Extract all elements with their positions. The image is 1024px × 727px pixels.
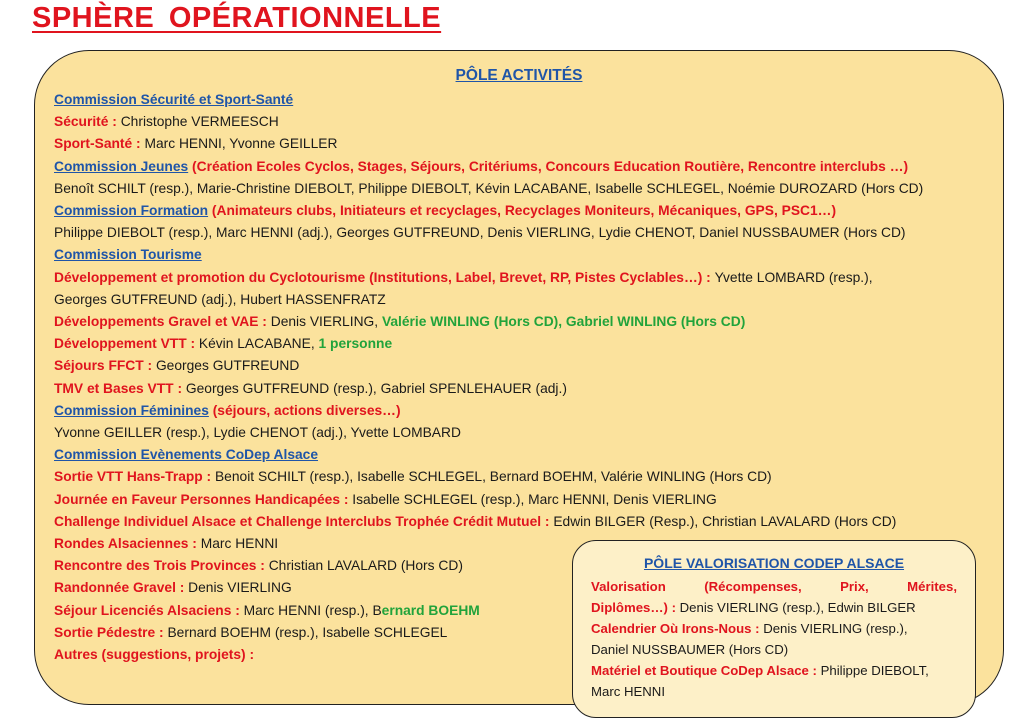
commission-heading: Commission Jeunes [54,158,189,174]
pole-activites-title: PÔLE ACTIVITÉS [455,67,583,84]
text-line [591,597,957,618]
text-line [54,200,994,222]
member-names: Bernard BOEHM (resp.), Isabelle SCHLEGEL [167,624,448,640]
commission-heading: Commission Formation [54,203,209,219]
activity-label: Rondes Alsaciennes : [54,536,201,552]
commission-heading: Commission Sécurité et Sport-Santé [54,92,294,107]
member-names: Daniel NUSSBAUMER (Hors CD) [591,642,789,657]
text-line [54,178,994,200]
activity-label: Calendrier Où Irons-Nous : [591,621,764,636]
member-names: Marc HENNI [200,536,279,552]
text-line [591,639,957,660]
member-names: Philippe DIEBOLT (resp.), Marc HENNI (adj.), Georges GUTFREUND, Denis VIERLING, Lydie CHENOT, Daniel NUSSBAUMER (Hors CD) [54,225,906,241]
text-line [54,111,994,133]
text-line [54,133,994,155]
pole-valorisation-title: PÔLE VALORISATION CODEP ALSACE [643,555,905,571]
activity-label: (Création Ecoles Cyclos, Stages, Séjours, Critériums, Concours Education Routière, Rencontre interclubs …) [188,158,909,174]
member-names: Denis VIERLING (resp.), [763,621,908,636]
member-names: Christian LAVALARD (Hors CD) [268,558,463,574]
member-names: Benoit SCHILT (resp.), Isabelle SCHLEGEL, Bernard BOEHM, Valérie WINLING (Hors CD) [214,469,772,485]
text-line [591,681,957,702]
activity-label: Séjour Licenciés Alsaciens : [54,602,244,618]
text-line [591,660,957,681]
activity-label: Sortie Pédestre : [54,624,168,640]
member-names: Edwin BILGER (Resp.), Christian LAVALARD (Hors CD) [553,513,897,529]
member-names: Marc HENNI, Yvonne GEILLER [144,136,338,152]
commission-heading: Commission Tourisme [54,247,202,263]
valorisation-heading-line [591,576,957,597]
activity-label: Autres (suggestions, projets) : [54,647,255,663]
text-line [54,333,994,355]
member-names: Denis VIERLING [188,580,292,596]
activity-label: Sortie VTT Hans-Trapp : [54,469,215,485]
activity-label: Matériel et Boutique CoDep Alsace : [591,663,821,678]
text-line [54,289,994,311]
text-line [54,355,994,377]
activity-label: Challenge Individuel Alsace et Challenge Interclubs Trophée Crédit Mutuel : [54,513,554,529]
text-line [54,89,994,111]
member-names: Valérie WINLING (Hors CD), Gabriel WINLING (Hors CD) [381,314,746,330]
activity-label: (séjours, actions diverses…) [208,402,401,418]
member-names: Yvonne GEILLER (resp.), Lydie CHENOT (adj.), Yvette LOMBARD [54,425,461,441]
member-names: Denis VIERLING, [270,314,382,330]
member-names: Isabelle SCHLEGEL (resp.), Marc HENNI, Denis VIERLING [352,491,717,507]
member-names: Denis VIERLING (resp.), Edwin BILGER [679,600,916,615]
member-names: ernard BOEHM [381,602,480,618]
member-names: Georges GUTFREUND (resp.), Gabriel SPENLEHAUER (adj.) [185,380,567,396]
member-names: Benoît SCHILT (resp.), Marie-Christine DIEBOLT, Philippe DIEBOLT, Kévin LACABANE, Isabelle SCHLEGEL, Noémie DUROZARD (Hors CD) [54,180,924,196]
activity-label: Sport-Santé : [54,136,145,152]
text-line [54,156,994,178]
text-line [54,444,994,466]
text-line [591,618,957,639]
text-line [54,489,994,511]
member-names: Marc HENNI [591,684,665,699]
text-line [54,267,994,289]
activity-label: Développement VTT : [54,336,199,352]
text-line [54,422,994,444]
commission-heading: Commission Evènements CoDep Alsace [54,447,319,463]
member-names: Kévin LACABANE, [198,336,319,352]
text-line [54,466,994,488]
member-names: 1 personne [318,336,393,352]
member-names: Georges GUTFREUND [155,358,300,374]
pole-valorisation-box [572,540,976,718]
text-line [54,244,994,266]
text-line [54,511,994,533]
valorisation-heading-word: Prix, [840,579,869,594]
member-names: Yvette LOMBARD (resp.), [714,269,873,285]
activity-label: Journée en Faveur Personnes Handicapées : [54,491,353,507]
member-names: Christophe VERMEESCH [120,114,279,130]
member-names: Georges GUTFREUND (adj.), Hubert HASSENFRATZ [54,291,386,307]
activity-label: Développements Gravel et VAE : [54,314,271,330]
member-names: Philippe DIEBOLT, [820,663,929,678]
activity-label: Séjours FFCT : [54,358,156,374]
pole-valorisation-lines [591,576,957,702]
activity-label: Développement et promotion du Cyclotourisme (Institutions, Label, Brevet, RP, Pistes Cyclables…) : [54,269,715,285]
text-line [54,378,994,400]
valorisation-heading-word: (Récompenses, [704,579,802,594]
page-title: SPHÈRE OPÉRATIONNELLE [32,2,442,34]
activity-label: TMV et Bases VTT : [54,380,186,396]
activity-label: Diplômes…) : [591,600,680,615]
text-line [54,222,994,244]
valorisation-heading-word: Valorisation [591,579,666,594]
text-line [54,400,994,422]
text-line [54,311,994,333]
commission-heading: Commission Féminines [54,402,209,418]
activity-label: Sécurité : [54,114,121,130]
activity-label: (Animateurs clubs, Initiateurs et recyclages, Recyclages Moniteurs, Mécaniques, GPS, PSC1…) [208,203,837,219]
activity-label: Rencontre des Trois Provinces : [54,558,269,574]
member-names: Marc HENNI (resp.), B [243,602,382,618]
activity-label: Randonnée Gravel : [54,580,189,596]
valorisation-heading-word: Mérites, [907,579,957,594]
